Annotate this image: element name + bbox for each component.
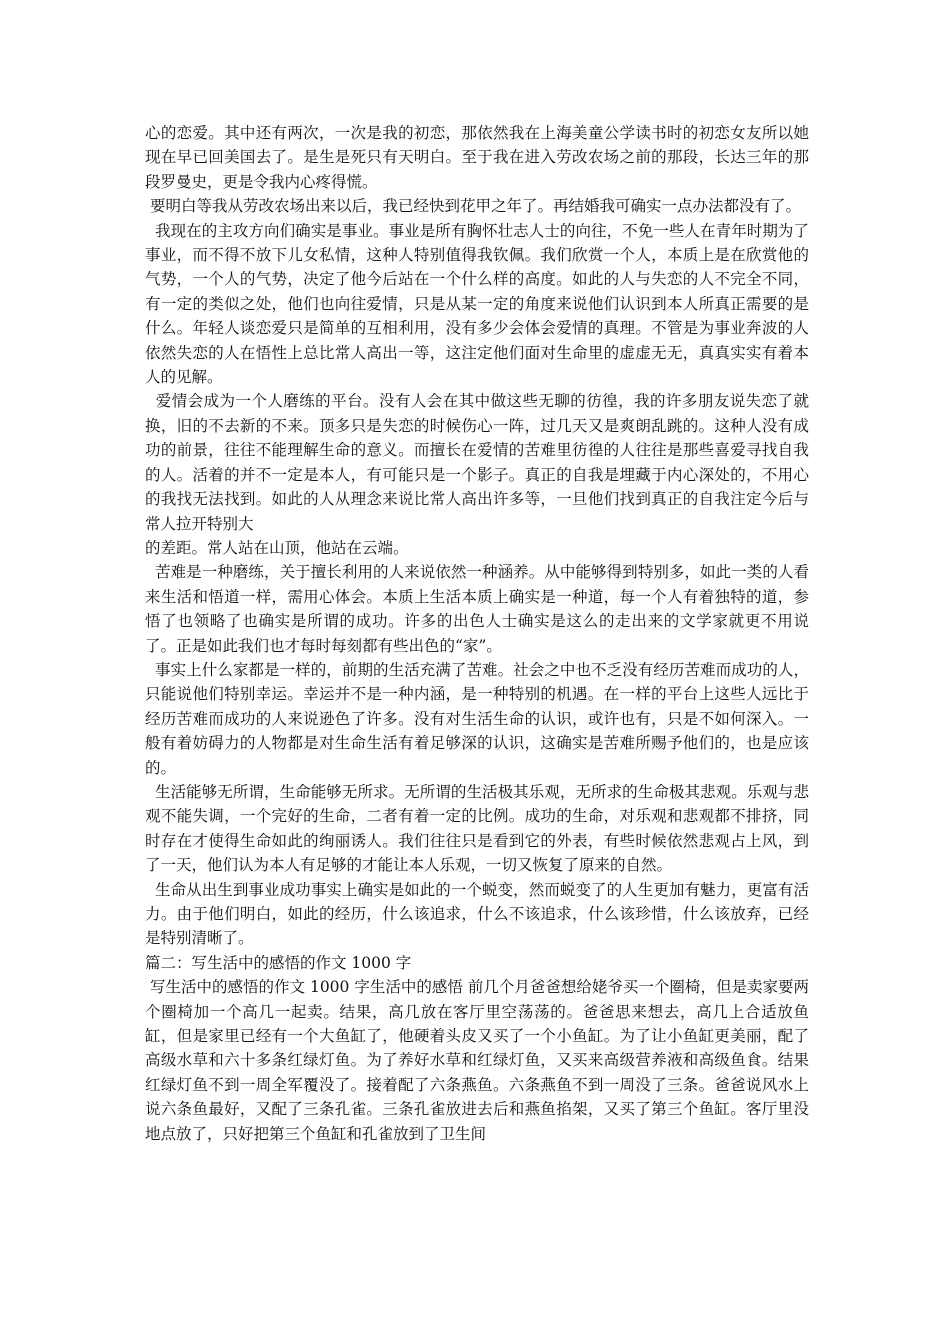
paragraph-7: 事实上什么家都是一样的，前期的生活充满了苦难。社会之中也不乏没有经历苦难而成功的人，只能说他们特别幸运。幸运并不是一种内涵，是一种特别的机遇。在一样的平台上这些人远比于经历苦难而成功的人来说逊色了许多。没有对生活生命的认识，或许也有，只是不如何深入。一般有着妨碍力的人物都是对生命生活有着足够深的认识，这确实是苦难所赐予他们的，也是应该的。 [145,660,809,777]
paragraph-8: 生活能够无所谓，生命能够无所求。无所谓的生活极其乐观，无所求的生命极其悲观。乐观与悲观不能失调，一个完好的生命，二者有着一定的比例。成功的生命，对乐观和悲观都不排挤，同时存在才使得生命如此的绚丽诱人。我们往往只是看到它的外表，有些时候依然悲观占上风，到了一天，他们认为本人有足够的才能让本人乐观，一切又恢复了原来的自然。 [145,782,809,875]
paragraph-4: 爱情会成为一个人磨练的平台。没有人会在其中做这些无聊的彷徨，我的许多朋友说失恋了就换，旧的不去新的不来。顶多只是失恋的时候伤心一阵，过几天又是爽朗乱跳的。这种人没有成功的前景，往往不能理解生命的意义。而擅长在爱情的苦难里彷徨的人往往是那些喜爱寻找自我的人。活着的并不一定是本人，有可能只是一个影子。真正的自我是埋藏于内心深处的，不用心的我找无法找到。如此的人从理念来说比常人高出许多等，一旦他们找到真正的自我注定今后与常人拉开特别大 [145,392,809,533]
section-body: 写生活中的感悟的作文 1000 字生活中的感悟 前几个月爸爸想给姥爷买一个圈椅，但是卖家要两个圈椅加一个高几一起卖。结果，高几放在客厅里空荡荡的。爸爸思来想去，高几上合适放鱼缸，但是家里已经有一个大鱼缸了，他硬着头皮又买了一个小鱼缸。为了让小鱼缸更美丽，配了高级水草和六十多条红绿灯鱼。为了养好水草和红绿灯鱼，又买来高级营养液和高级鱼食。结果红绿灯鱼不到一周全军覆没了。接着配了六条燕鱼。六条燕鱼不到一周没了三条。爸爸说风水上说六条鱼最好，又配了三条孔雀。三条孔雀放进去后和燕鱼掐架，又买了第三个鱼缸。客厅里没地点放了，只好把第三个鱼缸和孔雀放到了卫生间 [145,978,809,1143]
paragraph-5: 的差距。常人站在山顶，他站在云端。 [145,538,409,557]
paragraph-6: 苦难是一种磨练，关于擅长利用的人来说依然一种涵养。从中能够得到特别多，如此一类的人看来生活和悟道一样，需用心体会。本质上生活本质上确实是一种道，每一个人有着独特的道，参悟了也领略了也确实是所谓的成功。许多的出色人士确实是这么的走出来的文学家就更不用说了。正是如此我们也才每时每刻都有些出色的“家”。 [145,563,809,655]
document-page [145,121,809,1146]
paragraph-2: 要明白等我从劳改农场出来以后，我已经快到花甲之年了。再结婚我可确实一点办法都没有了。 [145,197,801,216]
paragraph-1: 心的恋爱。其中还有两次，一次是我的初恋，那依然我在上海美童公学读书时的初恋女友所以她现在早已回美国去了。是生是死只有天明白。至于我在进入劳改农场之前的那段，长达三年的那段罗曼史，更是令我内心疼得慌。 [145,124,809,191]
section-heading: 篇二：写生活中的感悟的作文 1000 字 [145,953,412,972]
paragraph-3: 我现在的主攻方向们确实是事业。事业是所有胸怀壮志人士的向往，不免一些人在青年时期为了事业，而不得不放下儿女私情，这种人特别值得我钦佩。我们欣赏一个人，本质上是在欣赏他的气势，一个人的气势，决定了他今后站在一个什么样的高度。如此的人与失恋的人不完全不同，有一定的类似之处，他们也向往爱情，只是从某一定的角度来说他们认识到本人所真正需要的是什么。年轻人谈恋爱只是简单的互相利用，没有多少会体会爱情的真理。不管是为事业奔波的人依然失恋的人在悟性上总比常人高出一等，这注定他们面对生命里的虚虚无无，真真实实有着本人的见解。 [145,221,809,387]
paragraph-9: 生命从出生到事业成功事实上确实是如此的一个蜕变，然而蜕变了的人生更加有魅力，更富有活力。由于他们明白，如此的经历，什么该追求，什么不该追求，什么该珍惜，什么该放弃，已经是特别清晰了。 [145,880,809,948]
